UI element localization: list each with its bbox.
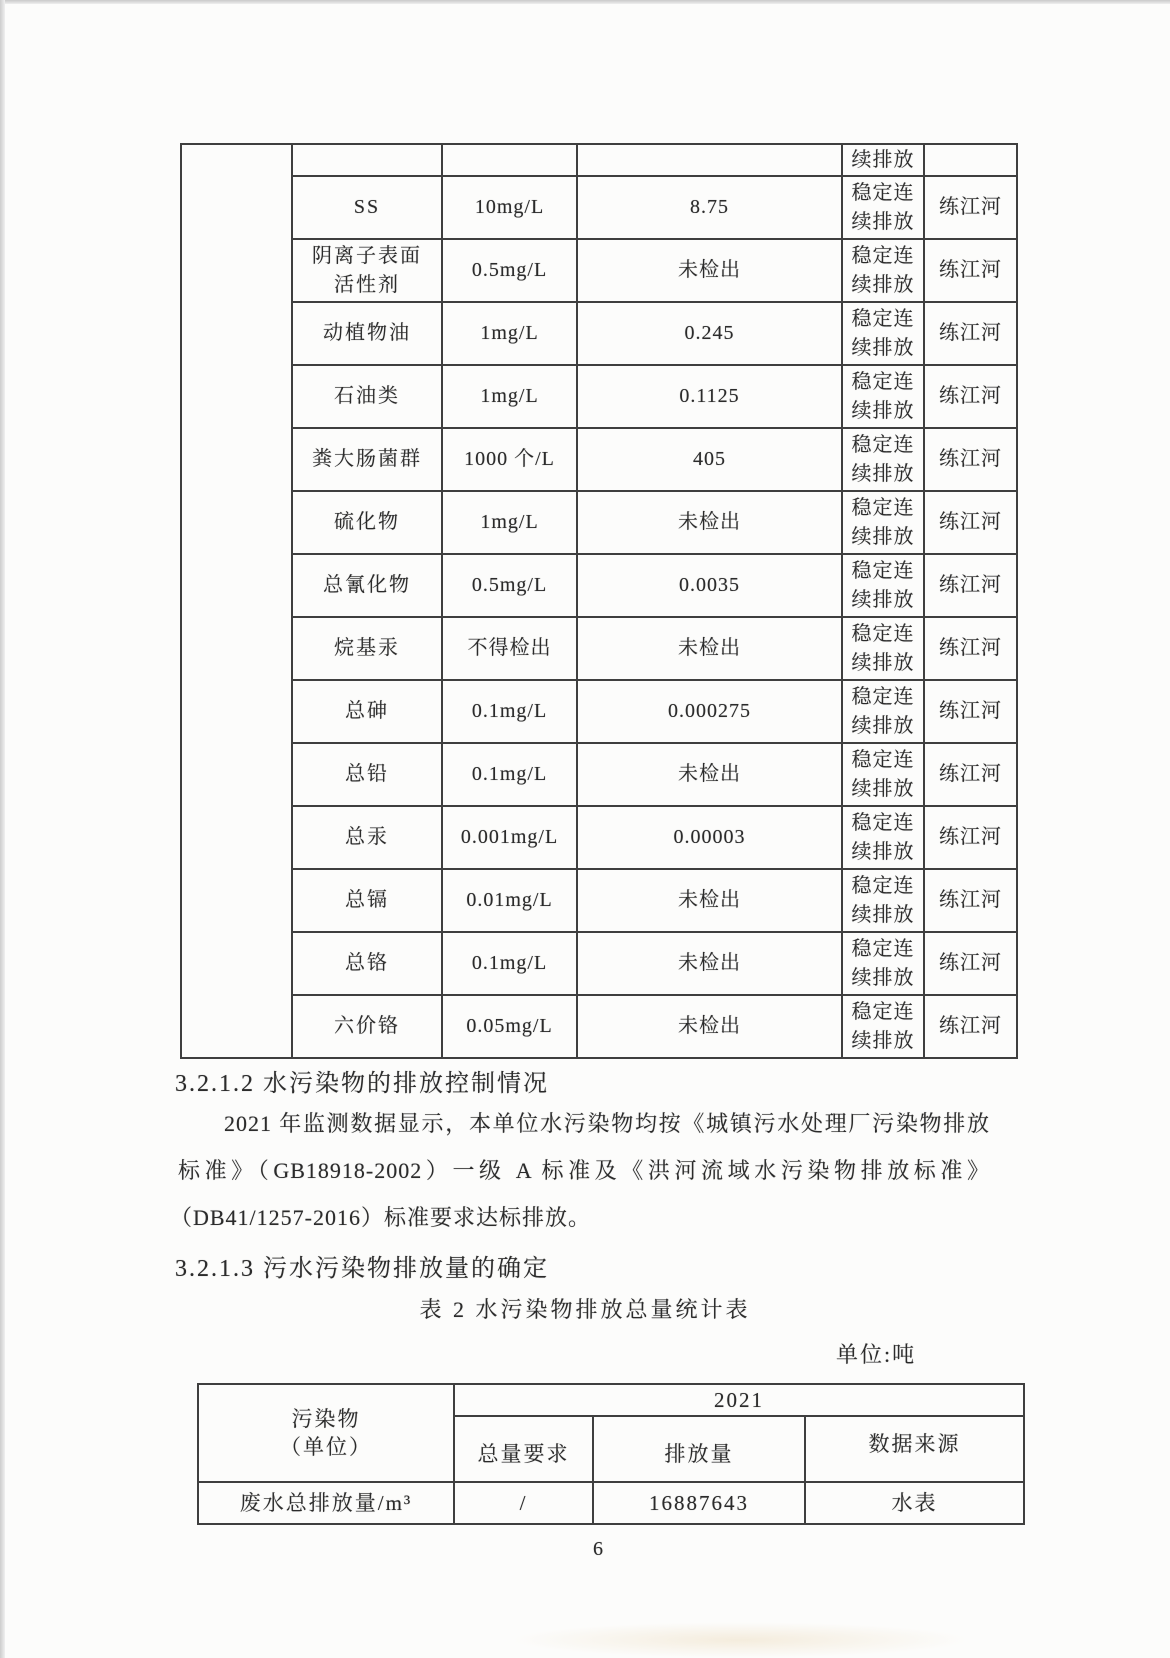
discharge-mode-cell: 稳定连续排放 (842, 239, 924, 302)
emission-header-cell: 排放量 (593, 1416, 805, 1482)
pollutant-name-cell: 阴离子表面活性剂 (292, 239, 442, 302)
receiving-water-cell: 练江河 (924, 617, 1017, 680)
discharge-mode-cell: 稳定连续排放 (842, 365, 924, 428)
section-heading-3212: 3.2.1.2 水污染物的排放控制情况 (175, 1071, 549, 1097)
pollutant-name-cell: 动植物油 (292, 302, 442, 365)
pollutant-name-cell: 六价铬 (292, 995, 442, 1058)
receiving-water-cell: 练江河 (924, 302, 1017, 365)
pollutant-table-body (181, 144, 1017, 1058)
value-cell: 未检出 (577, 743, 842, 806)
table-row-continuation (181, 144, 1017, 176)
receiving-water-cell (924, 144, 1017, 176)
table-row (181, 995, 1017, 1058)
discharge-mode-cell: 稳定连续排放 (842, 680, 924, 743)
value-cell: 0.1125 (577, 365, 842, 428)
pollutant-header-line1: 污染物 (291, 1407, 361, 1431)
table2-header-row-year (198, 1384, 1024, 1416)
limit-cell: 1000 个/L (442, 428, 577, 491)
table-row (181, 743, 1017, 806)
total-requirement-header-cell: 总量要求 (454, 1416, 593, 1482)
receiving-water-cell: 练江河 (924, 743, 1017, 806)
value-cell: 未检出 (577, 617, 842, 680)
value-cell: 8.75 (577, 176, 842, 239)
receiving-water-cell: 练江河 (924, 869, 1017, 932)
value-cell: 未检出 (577, 869, 842, 932)
value-cell: 0.0035 (577, 554, 842, 617)
table-row (181, 554, 1017, 617)
receiving-water-cell: 练江河 (924, 995, 1017, 1058)
receiving-water-cell: 练江河 (924, 428, 1017, 491)
discharge-mode-cell: 稳定连续排放 (842, 302, 924, 365)
value-cell: 未检出 (577, 239, 842, 302)
unit-label: 单位:吨 (836, 1342, 917, 1367)
wastewater-total-requirement-cell: / (454, 1482, 593, 1524)
discharge-mode-cell: 稳定连续排放 (842, 554, 924, 617)
limit-cell: 1mg/L (442, 491, 577, 554)
pollutant-name-cell: 总铬 (292, 932, 442, 995)
data-source-header-cell: 数据来源 (805, 1416, 1024, 1482)
value-cell: 0.00003 (577, 806, 842, 869)
pollutant-name-cell: 石油类 (292, 365, 442, 428)
discharge-mode-cell: 稳定连续排放 (842, 617, 924, 680)
value-cell (577, 144, 842, 176)
limit-cell: 0.01mg/L (442, 869, 577, 932)
limit-cell: 0.5mg/L (442, 239, 577, 302)
table-row (181, 491, 1017, 554)
receiving-water-cell: 练江河 (924, 554, 1017, 617)
discharge-mode-cell: 稳定连续排放 (842, 995, 924, 1058)
page-number: 6 (593, 1538, 603, 1560)
discharge-mode-cell: 稳定连续排放 (842, 491, 924, 554)
value-cell: 0.245 (577, 302, 842, 365)
limit-cell: 10mg/L (442, 176, 577, 239)
pollutant-name-cell: 硫化物 (292, 491, 442, 554)
table-row (181, 428, 1017, 491)
value-cell: 0.000275 (577, 680, 842, 743)
limit-cell: 1mg/L (442, 365, 577, 428)
pollutant-name-cell: SS (292, 176, 442, 239)
paragraph-line: 2021 年监测数据显示，本单位水污染物均按《城镇污水处理厂污染物排放 (224, 1111, 990, 1136)
total-discharge-table (197, 1383, 1025, 1525)
table-row (181, 680, 1017, 743)
table-row (181, 302, 1017, 365)
pollutant-name-cell: 总铅 (292, 743, 442, 806)
limit-cell (442, 144, 577, 176)
scan-edge-top (0, 0, 1170, 4)
pollutant-name-cell: 总砷 (292, 680, 442, 743)
table2-data-row (198, 1482, 1024, 1524)
table-row (181, 617, 1017, 680)
discharge-mode-cell: 稳定连续排放 (842, 428, 924, 491)
limit-cell: 0.5mg/L (442, 554, 577, 617)
total-table-body (198, 1384, 1024, 1524)
paragraph-line: （DB41/1257-2016）标准要求达标排放。 (170, 1205, 592, 1230)
merged-left-cell (181, 144, 292, 1058)
pollutant-header-line2: （单位） (280, 1435, 372, 1459)
limit-cell: 0.05mg/L (442, 995, 577, 1058)
limit-cell: 0.1mg/L (442, 932, 577, 995)
wastewater-emission-cell: 16887643 (593, 1482, 805, 1524)
pollutant-name-cell (292, 144, 442, 176)
limit-cell: 不得检出 (442, 617, 577, 680)
receiving-water-cell: 练江河 (924, 176, 1017, 239)
wastewater-total-name-cell: 废水总排放量/m³ (198, 1482, 454, 1524)
section-heading-3213: 3.2.1.3 污水污染物排放量的确定 (175, 1256, 549, 1282)
receiving-water-cell: 练江河 (924, 365, 1017, 428)
table-row (181, 239, 1017, 302)
receiving-water-cell: 练江河 (924, 932, 1017, 995)
scan-edge-left (0, 0, 5, 1658)
table-row (181, 176, 1017, 239)
limit-cell: 0.1mg/L (442, 680, 577, 743)
table-row (181, 932, 1017, 995)
paragraph-line: 标准》（GB18918-2002）一级 A 标准及《洪河流域水污染物排放标准》 (178, 1158, 990, 1183)
receiving-water-cell: 练江河 (924, 680, 1017, 743)
value-cell: 未检出 (577, 995, 842, 1058)
value-cell: 405 (577, 428, 842, 491)
paragraph-discharge-control (170, 1100, 990, 1241)
limit-cell: 1mg/L (442, 302, 577, 365)
discharge-mode-cell: 续排放 (842, 144, 924, 176)
value-cell: 未检出 (577, 491, 842, 554)
pollutant-name-cell: 粪大肠菌群 (292, 428, 442, 491)
table-row (181, 806, 1017, 869)
table-row (181, 869, 1017, 932)
pollutant-monitoring-table (180, 143, 1018, 1059)
receiving-water-cell: 练江河 (924, 491, 1017, 554)
limit-cell: 0.1mg/L (442, 743, 577, 806)
scan-smudge-artifact (510, 1622, 970, 1658)
discharge-mode-cell: 稳定连续排放 (842, 806, 924, 869)
discharge-mode-cell: 稳定连续排放 (842, 743, 924, 806)
limit-cell: 0.001mg/L (442, 806, 577, 869)
value-cell: 未检出 (577, 932, 842, 995)
wastewater-source-cell: 水表 (805, 1482, 1024, 1524)
receiving-water-cell: 练江河 (924, 239, 1017, 302)
year-header-cell: 2021 (454, 1384, 1024, 1416)
receiving-water-cell: 练江河 (924, 806, 1017, 869)
pollutant-unit-header-cell (198, 1384, 454, 1482)
discharge-mode-cell: 稳定连续排放 (842, 932, 924, 995)
table-row (181, 365, 1017, 428)
table2-caption: 表 2 水污染物排放总量统计表 (419, 1297, 751, 1322)
discharge-mode-cell: 稳定连续排放 (842, 869, 924, 932)
discharge-mode-cell: 稳定连续排放 (842, 176, 924, 239)
pollutant-name-cell: 烷基汞 (292, 617, 442, 680)
pollutant-name-cell: 总汞 (292, 806, 442, 869)
pollutant-name-cell: 总镉 (292, 869, 442, 932)
pollutant-name-cell: 总氰化物 (292, 554, 442, 617)
